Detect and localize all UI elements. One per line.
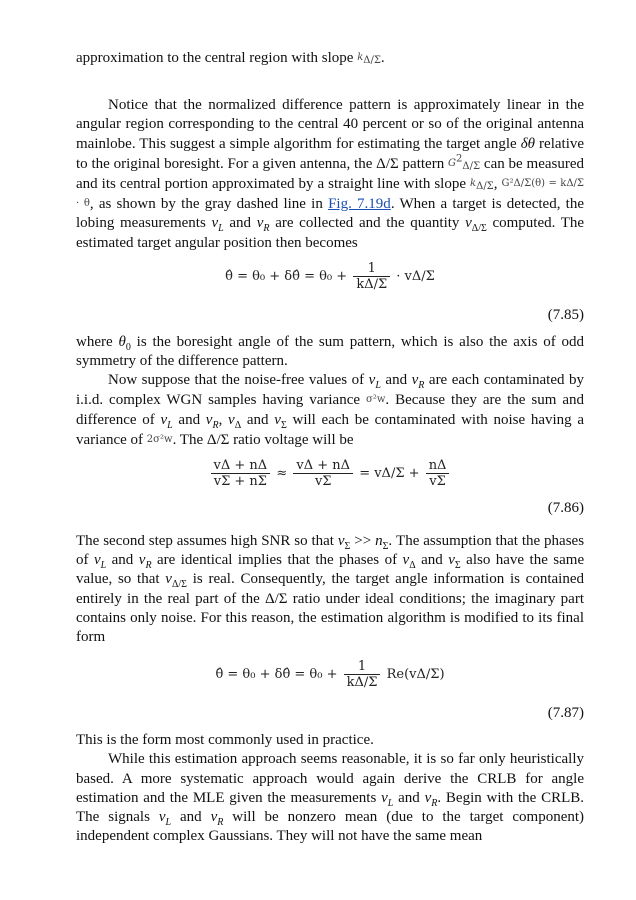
equation-number-7-87: (7.87)	[547, 705, 584, 722]
document-page	[76, 48, 584, 846]
equation-7-87: θ̂ = θ₀ + δθ̂ = θ₀ + $\frac{1}{k\Delta/\Sigma}$ Re(vΔ/Σ)	[215, 659, 445, 691]
equation-7-86: $\frac{v\Delta + n\Delta}{v\Sigma + n\Sigma}$ ≈ $\frac{v\Delta + n\Delta}{v\Sigma}$ = vΔ/Σ + $\frac{n\Delta}{v\Sigma}$	[76, 458, 584, 498]
equation-number-7-85: (7.85)	[547, 306, 584, 323]
paragraph-boresight: where $\theta_0$ is the boresight angle of the sum pattern, which is also the axis of odd symmetry of the difference pattern.	[76, 333, 585, 370]
paragraph-noise: Now suppose that the noise-free values of $v_L$ and $v_R$ are each contaminated by i.i.d. complex WGN samples having variance σ²w. Because they are the sum and difference of $v_L$ and $v_R$, $v_\Delta$ and $v_\Sigma$ will each be contaminated with noise having a variance of 2σ²w. The Δ/Σ ratio voltage will be	[76, 372, 585, 448]
slope-symbol-inline: $k_{\Delta/\Sigma}$	[470, 178, 494, 193]
slope-symbol: $k_{\Delta/\Sigma}$	[357, 52, 381, 66]
linear-approx-expression: G²Δ/Σ(θ) = kΔ/Σ · θ	[76, 178, 584, 210]
figure-link[interactable]: Fig. 7.19d	[328, 196, 391, 213]
equation-number-7-86: (7.86)	[547, 500, 584, 517]
paragraph-practice: This is the form most commonly used in practice.	[76, 732, 374, 749]
paragraph-crlb: While this estimation approach seems reasonable, it is so far only heuristically based. A more systematic approach would again derive the CRLB for angle estimation and the MLE given the measurements $v_L$ and $v_R$. Begin with the CRLB. The signals $v_L$ and $v_R$ will be nonzero mean (due to the target component) independent complex Gaussians. They will not have the same mean	[76, 751, 585, 845]
paragraph-algorithm: Notice that the normalized difference pattern is approximately linear in the angular region corresponding to the central 40 percent or so of the original antenna mainlobe. This suggest a simple algorithm for estimating the target angle δθ relative to the original boresight. For a given antenna, the Δ/Σ pattern $G^2_{\Delta/\Sigma}$ can be measured and its central portion approximated by a straight line with slope $k_{\Delta/\Sigma}$, G²Δ/Σ(θ) = kΔ/Σ · θ, as shown by the gray dashed line in Fig. 7.19d. When a target is detected, the lobing measurements $v_L$ and $v_R$ are collected and the quantity $v_{\Delta/\Sigma}$ computed. The estimated target angular position then becomes	[76, 97, 585, 251]
pattern-symbol: $G^2_{\Delta/\Sigma}$	[448, 153, 481, 172]
paragraph-snr: The second step assumes high SNR so that $v_\Sigma >> n_\Sigma$. The assumption that the phases of $v_L$ and $v_R$ are identical implies that the phases of $v_\Delta$ and $v_\Sigma$ also have the same value, so that $v_{\Delta/\Sigma}$ is real. Consequently, the target angle information is contained entirely in the real part of the Δ/Σ ratio under ideal conditions; the imaginary part contains only noise. For this reason, the estimation algorithm is modified to its final form	[76, 533, 585, 646]
equation-7-85: θ̂ = θ₀ + δθ̂ = θ₀ + $\frac{1}{k\Delta/\Sigma}$ · vΔ/Σ	[225, 260, 435, 292]
paragraph-intro: approximation to the central region with slope $k_{\Delta/\Sigma}$.	[76, 50, 385, 66]
